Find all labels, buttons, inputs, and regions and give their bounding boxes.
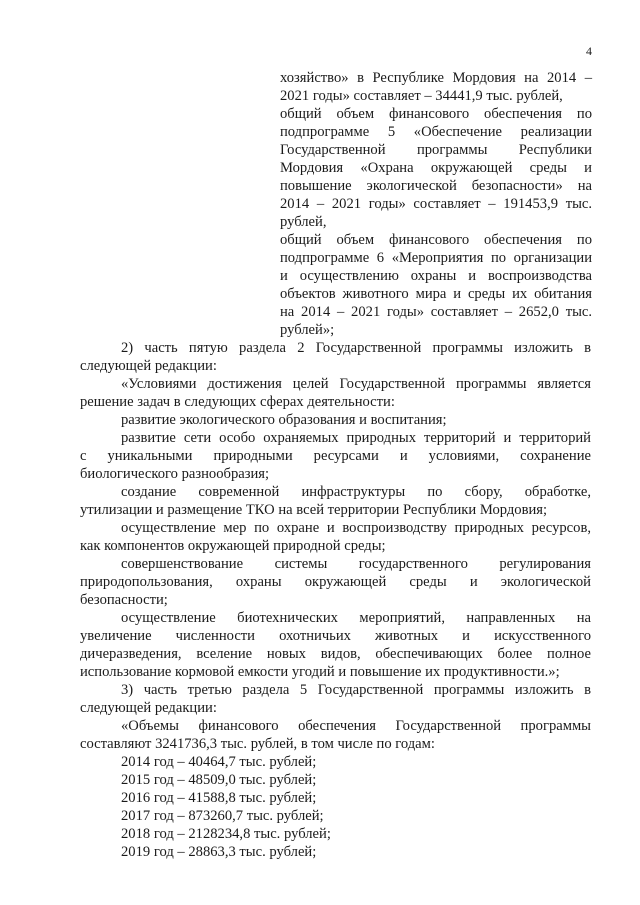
- text-line: следующей редакции:: [80, 700, 217, 716]
- year-line: 2017 год – 873260,7 тыс. рублей;: [121, 808, 324, 824]
- text-line: рублей»;: [280, 322, 335, 338]
- text-line: 3) часть третью раздела 5 Государственной программы изложить в: [121, 682, 591, 698]
- text-line: 2021 годы» составляет – 34441,9 тыс. рублей,: [280, 88, 563, 104]
- text-line: составляют 3241736,3 тыс. рублей, в том числе по годам:: [80, 736, 435, 752]
- text-line: Мордовия «Охрана окружающей среды и: [280, 160, 592, 176]
- text-line: как компонентов окружающей природной среды;: [80, 538, 386, 554]
- text-line: биологического разнообразия;: [80, 466, 270, 482]
- year-line: 2014 год – 40464,7 тыс. рублей;: [121, 754, 317, 770]
- text-line: природопользования, охраны окружающей среды и экологической: [80, 574, 591, 590]
- text-line: создание современной инфраструктуры по сбору, обработке,: [121, 484, 591, 500]
- text-line: на 2014 – 2021 годы» составляет – 2652,0 тыс.: [280, 304, 592, 320]
- year-line: 2019 год – 28863,3 тыс. рублей;: [121, 844, 317, 860]
- year-line: 2016 год – 41588,8 тыс. рублей;: [121, 790, 317, 806]
- text-line: 2014 – 2021 годы» составляет – 191453,9 тыс.: [280, 196, 592, 212]
- text-line: решение задач в следующих сферах деятельности:: [80, 394, 395, 410]
- text-line: хозяйство» в Республике Мордовия на 2014 –: [280, 70, 592, 86]
- text-line: Государственной программы Республики: [280, 142, 592, 158]
- text-line: использование кормовой емкости угодий и повышение их продуктивности.»;: [80, 664, 560, 680]
- text-line: объектов животного мира и среды их обитания: [280, 286, 592, 302]
- text-line: совершенствование системы государственного регулирования: [121, 556, 591, 572]
- year-line: 2015 год – 48509,0 тыс. рублей;: [121, 772, 317, 788]
- text-line: дичеразведения, вселение новых видов, обеспечивающих более полное: [80, 646, 591, 662]
- text-line: увеличение численности охотничьих животных и искусственного: [80, 628, 591, 644]
- text-line: с уникальными природными ресурсами и условиями, сохранение: [80, 448, 591, 464]
- text-line: и осуществлению охраны и воспроизводства: [280, 268, 592, 284]
- text-line: подпрограмме 6 «Мероприятия по организации: [280, 250, 592, 266]
- text-line: осуществление биотехнических мероприятий, направленных на: [121, 610, 591, 626]
- page-number: 4: [586, 44, 592, 58]
- text-line: «Условиями достижения целей Государственной программы является: [121, 376, 591, 392]
- text-line: следующей редакции:: [80, 358, 217, 374]
- text-line: «Объемы финансового обеспечения Государственной программы: [121, 718, 591, 734]
- text-line: общий объем финансового обеспечения по: [280, 106, 592, 122]
- text-line: рублей,: [280, 214, 327, 230]
- text-line: 2) часть пятую раздела 2 Государственной программы изложить в: [121, 340, 591, 356]
- text-line: общий объем финансового обеспечения по: [280, 232, 592, 248]
- text-line: подпрограмме 5 «Обеспечение реализации: [280, 124, 592, 140]
- text-line: повышение экологической безопасности» на: [280, 178, 592, 194]
- text-line: безопасности;: [80, 592, 168, 608]
- text-line: осуществление мер по охране и воспроизводству природных ресурсов,: [121, 520, 591, 536]
- year-line: 2018 год – 2128234,8 тыс. рублей;: [121, 826, 331, 842]
- text-line: утилизации и размещение ТКО на всей территории Республики Мордовия;: [80, 502, 548, 518]
- text-line: развитие экологического образования и воспитания;: [121, 412, 447, 428]
- text-line: развитие сети особо охраняемых природных территорий и территорий: [121, 430, 591, 446]
